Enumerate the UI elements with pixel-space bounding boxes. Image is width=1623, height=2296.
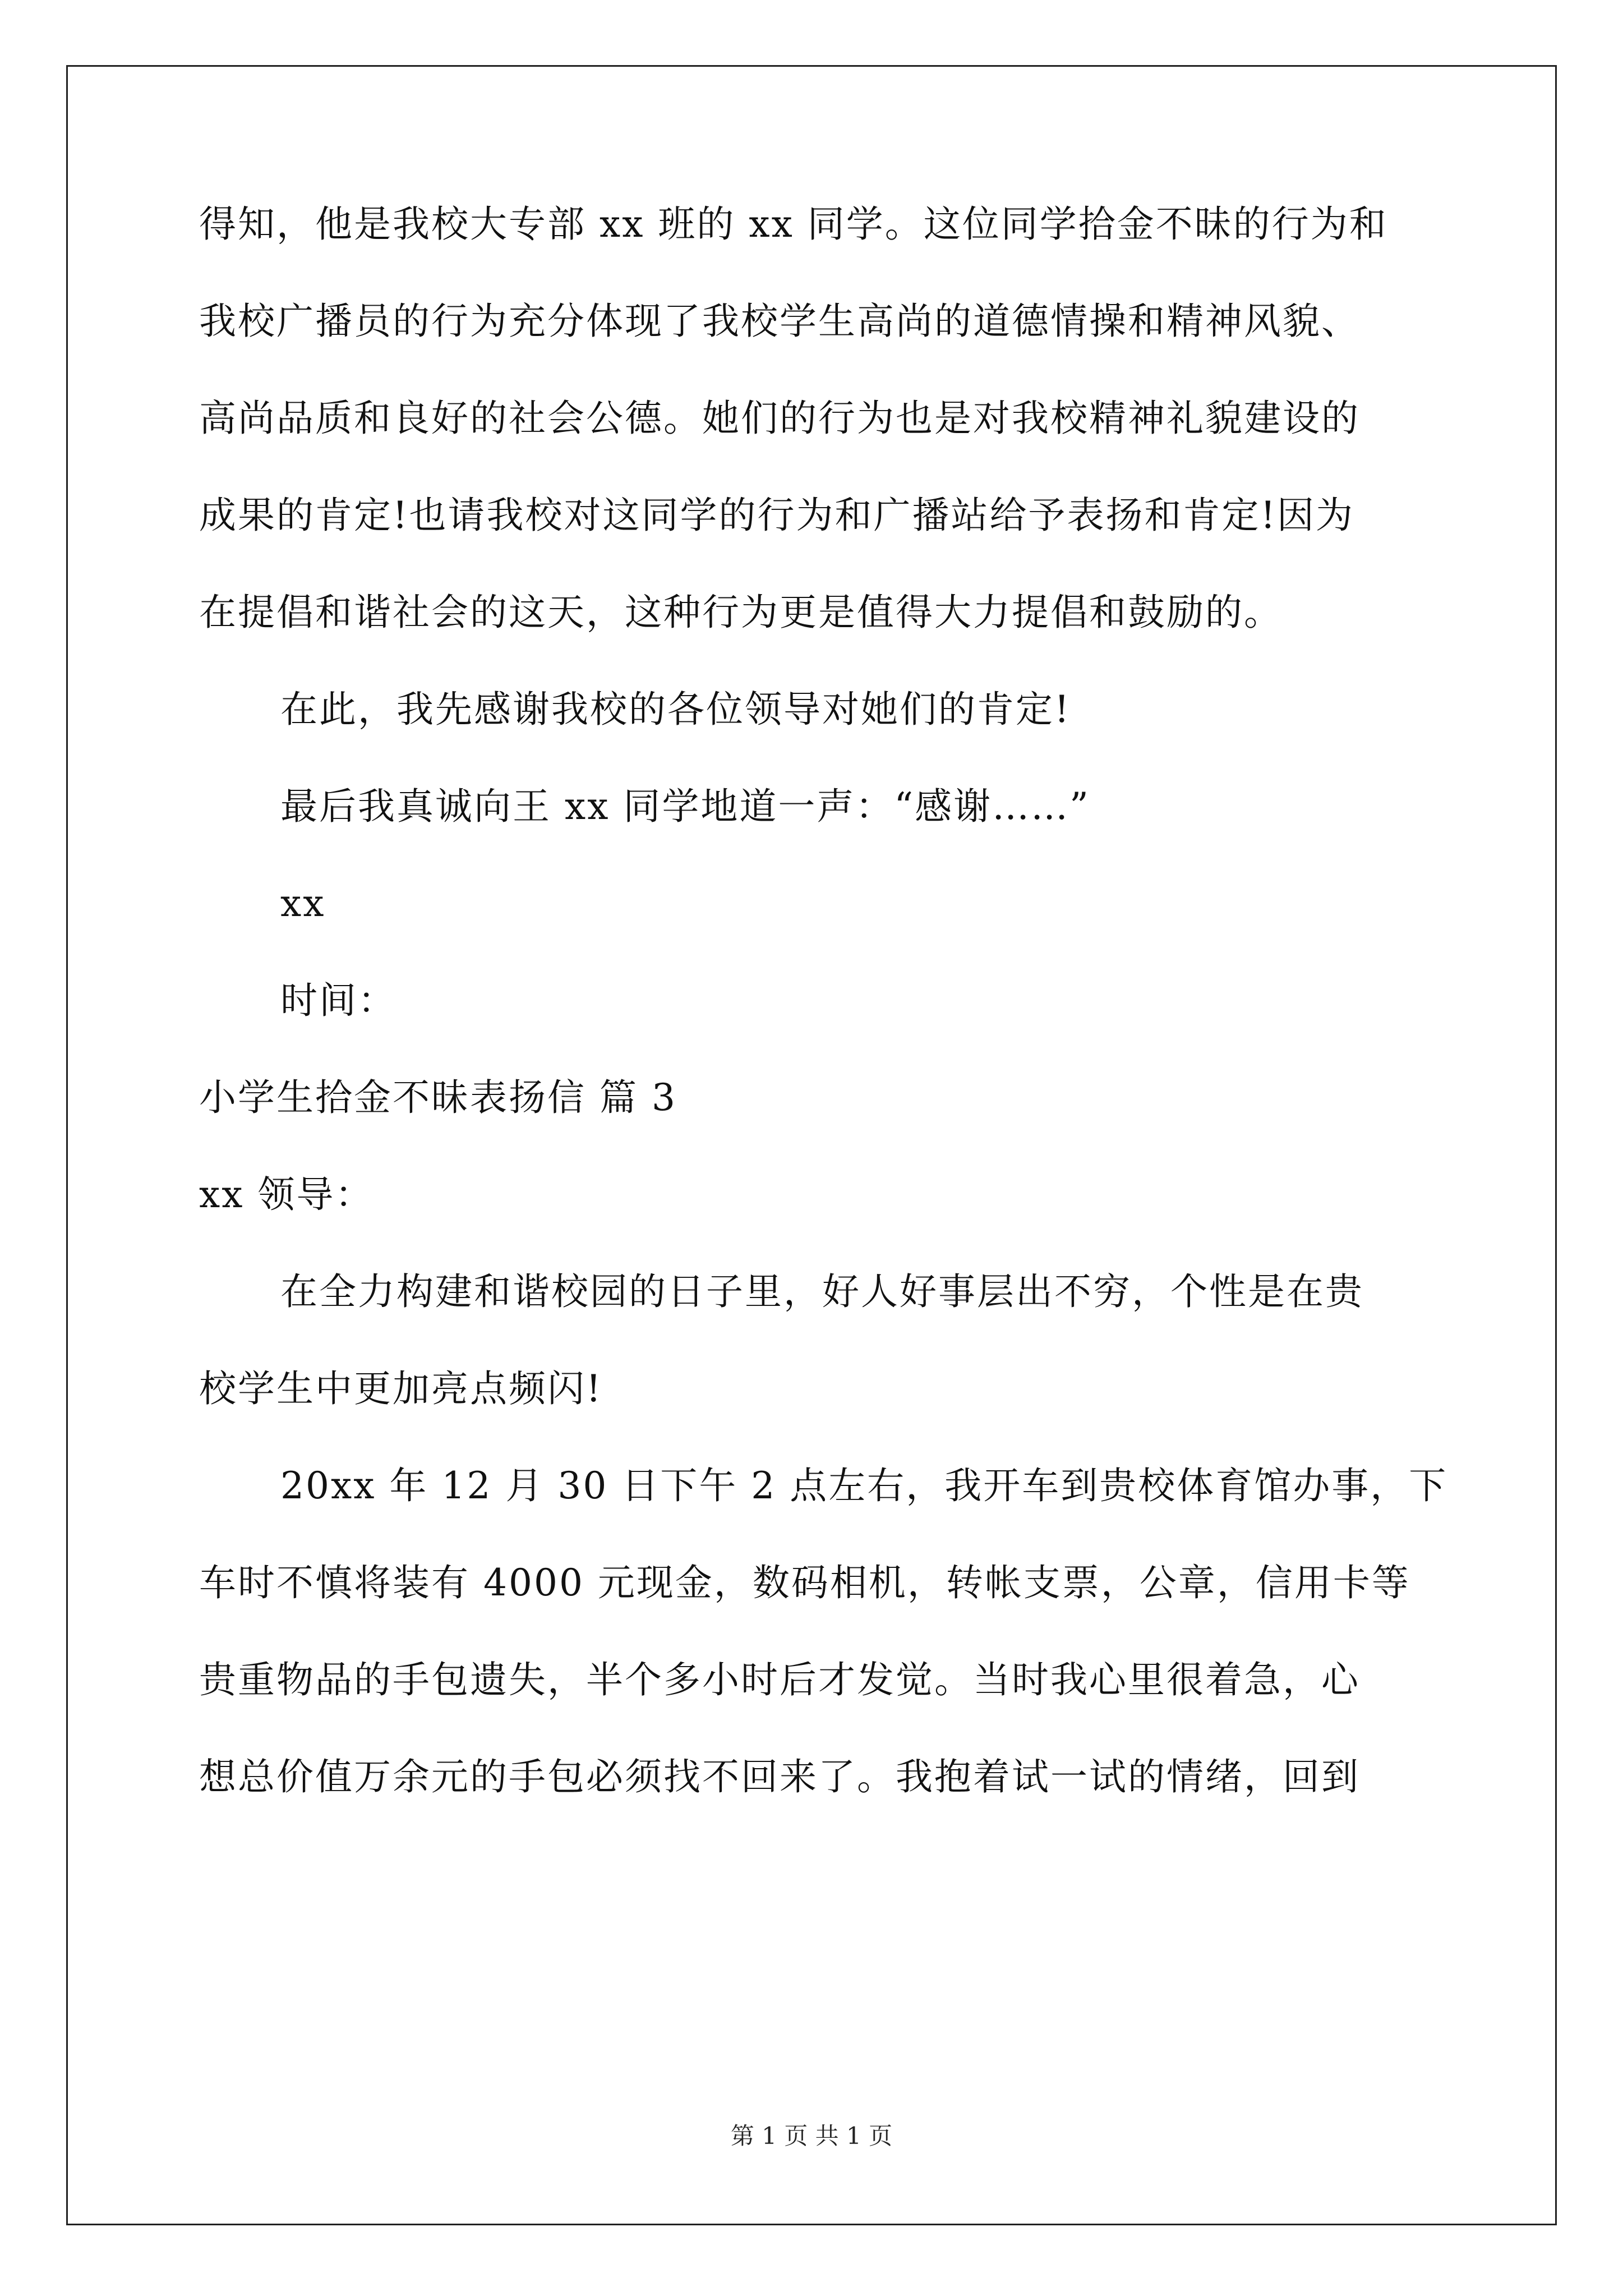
paragraph-line: 校学生中更加亮点频闪! [199, 1367, 603, 1410]
page-border [66, 65, 1557, 2225]
paragraph-line: 最后我真诚向王 xx 同学地道一声：“感谢……” [280, 785, 1090, 828]
date-label: 时间： [280, 979, 396, 1022]
paragraph-line: 成果的肯定!也请我校对这同学的行为和广播站给予表扬和肯定!因为 [199, 494, 1355, 537]
paragraph-line: 我校广播员的行为充分体现了我校学生高尚的道德情操和精神风貌、 [199, 300, 1360, 343]
paragraph-line: 20xx 年 12 月 30 日下午 2 点左右，我开车到贵校体育馆办事，下 [280, 1464, 1448, 1507]
paragraph-line: 车时不慎将装有 4000 元现金，数码相机，转帐支票，公章，信用卡等 [199, 1561, 1410, 1604]
paragraph-line: 贵重物品的手包遗失，半个多小时后才发觉。当时我心里很着急，心 [199, 1658, 1360, 1701]
paragraph-line: 在提倡和谐社会的这天，这种行为更是值得大力提倡和鼓励的。 [199, 591, 1283, 634]
salutation: xx 领导： [199, 1173, 374, 1216]
page-footer: 第 1 页 共 1 页 [730, 2122, 893, 2150]
paragraph-line: 得知，他是我校大专部 xx 班的 xx 同学。这位同学拾金不昧的行为和 [199, 203, 1388, 246]
paragraph-line: 高尚品质和良好的社会公德。她们的行为也是对我校精神礼貌建设的 [199, 397, 1360, 440]
section-heading: 小学生拾金不昧表扬信 篇 3 [199, 1076, 677, 1119]
signature-name: xx [280, 882, 326, 925]
paragraph-line: 在全力构建和谐校园的日子里，好人好事层出不穷，个性是在贵 [280, 1270, 1364, 1313]
paragraph-line: 在此，我先感谢我校的各位领导对她们的肯定! [280, 688, 1071, 731]
paragraph-line: 想总价值万余元的手包必须找不回来了。我抱着试一试的情绪，回到 [199, 1755, 1360, 1798]
